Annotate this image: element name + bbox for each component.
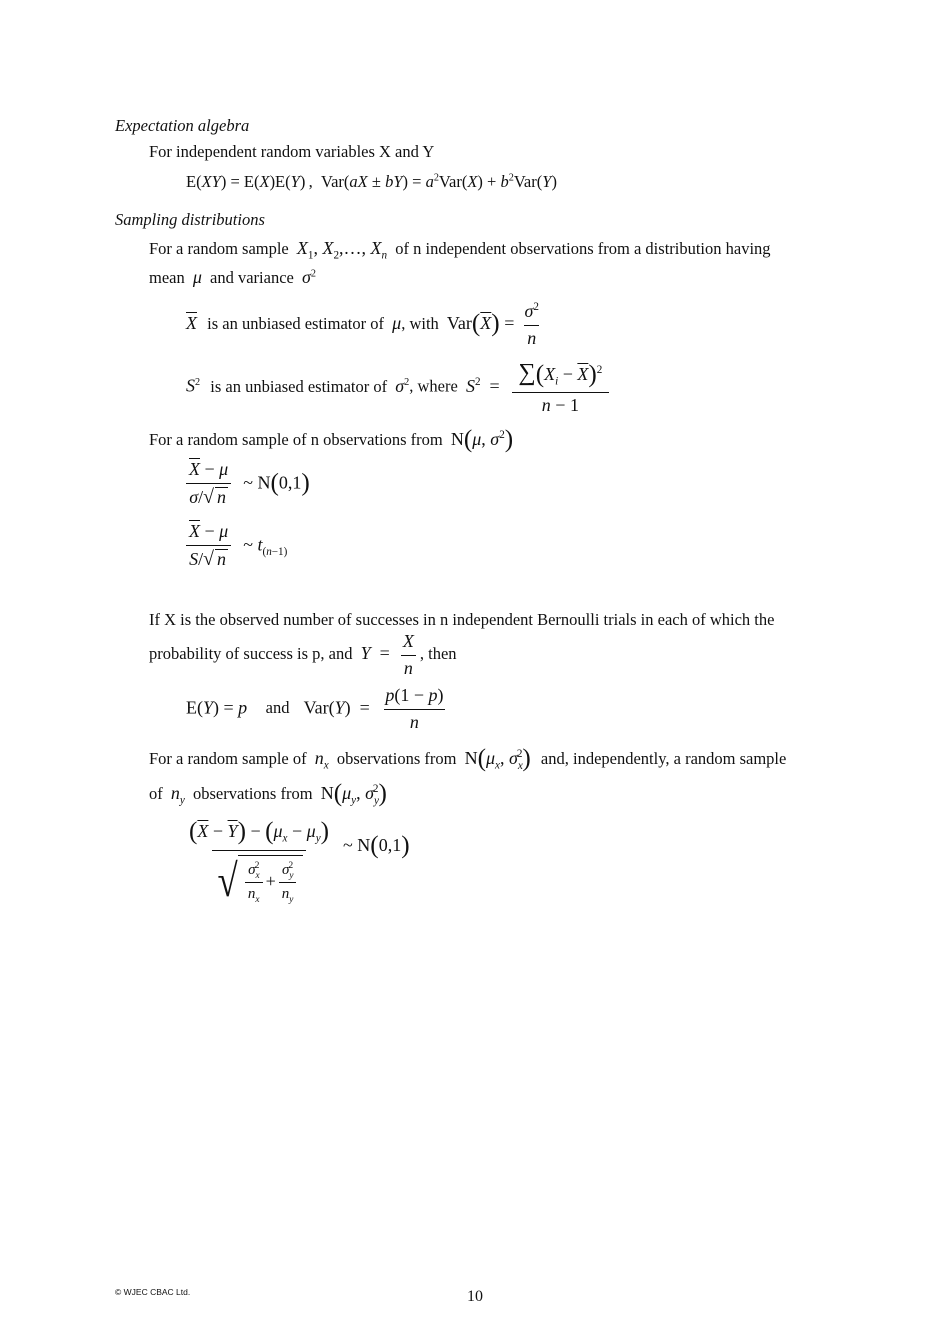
bernoulli-line-2: probability of success is p, and Y = $\frac{X}{n}$ , then: [149, 631, 457, 678]
heading-sampling-distributions: Sampling distributions: [115, 210, 265, 229]
heading-expectation-algebra: Expectation algebra: [115, 116, 250, 135]
two-sample-line-1c: and, independently, a random sample: [540, 749, 787, 768]
random-sample-line-2: mean μ and variance $\sigma^2$: [149, 267, 316, 287]
z-statistic: $\frac{\overline{X} - \mu}{\sigma/√ n}$ ~ N(0,1): [186, 460, 310, 509]
two-sample-line-2a: of: [149, 784, 163, 803]
two-sample-line-2b: observations from: [192, 784, 313, 803]
random-sample-line-1b: of n independent observations from a distribution having: [395, 239, 771, 258]
two-sample-line-1: For a random sample of $n_x$ observations from $N(\mu_x$, $\sigma_x^2$) and, independently, a random sample: [149, 745, 787, 772]
variance-word: and variance: [210, 268, 294, 287]
bernoulli-mean-variance: E(Y) = p and Var(Y) = $\frac{p(1 - p)}{n}$: [186, 685, 444, 732]
bernoulli-then: , then: [419, 644, 457, 664]
copyright: © WJEC CBAC Ltd.: [115, 1287, 191, 1297]
and-word: and: [265, 698, 290, 718]
two-sample-line-1a: For a random sample of: [149, 749, 307, 768]
page-number: 10: [467, 1288, 483, 1305]
xbar-text: is an unbiased estimator of: [207, 314, 385, 334]
normal-sample-line: For a random sample of n observations from N(μ, $\sigma^2$): [149, 426, 514, 453]
two-sample-z-statistic: $(\overline{X} - \overline{Y}) - (\mu_x - \mu_y)$ √ $\frac{\sigma_x^2}{n_x}$ + $\frac{\sigma_y^2}{n_y}$ ~ N(0,1): [189, 818, 410, 906]
t-statistic: $\frac{\overline{X} - \mu}{S/√ n}$ ~ $t_{(n-1)}$: [186, 522, 287, 571]
random-sample-line-1a: For a random sample: [149, 239, 289, 258]
random-sample-line-1: For a random sample $X_1$, $X_2,\dots$, $X_n$ of n independent observations from a distribution having: [149, 238, 771, 262]
s2-where: , where: [409, 376, 458, 396]
xbar-with: , with: [401, 314, 439, 334]
s2-text: is an unbiased estimator of: [210, 376, 388, 396]
two-sample-line-2: of $n_y$ observations from $N(\mu_y$, $\sigma_y^2$): [149, 780, 387, 807]
xbar-estimator-line: $\overline{X}$ is an unbiased estimator of μ, with $Var(\overline{X})$ = $\frac{\sigma^2}{n}$: [186, 301, 539, 348]
two-sample-line-1b: observations from: [336, 749, 457, 768]
expectation-intro: For independent random variables X and Y: [149, 142, 435, 161]
expectation-formula: E(XY) = E(X)E(Y) , $Var(aX \pm bY) = a^2Var(X) + b^2Var(Y)$: [186, 172, 557, 191]
bernoulli-line-2a: probability of success is p, and: [149, 644, 353, 664]
bernoulli-line-1: If X is the observed number of successes in n independent Bernoulli trials in each of which the: [149, 610, 775, 629]
mean-word: mean: [149, 268, 185, 287]
s2-estimator-line: $S^2$ is an unbiased estimator of $\sigma^2$, where $S^2$ = $\frac{\sum(X_i - \overline{X})^2}{n - 1}$: [186, 360, 612, 416]
normal-sample-text: For a random sample of n observations from: [149, 430, 443, 449]
